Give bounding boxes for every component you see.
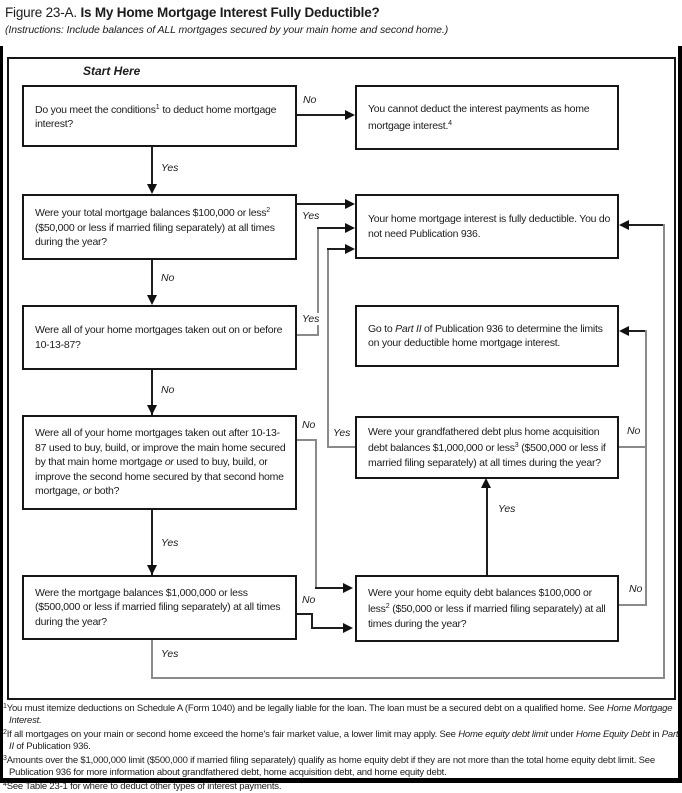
edge-label-grand-no: No	[627, 425, 641, 437]
node-cannot-deduct	[355, 85, 619, 150]
edge-label-q5-yes: Yes	[161, 648, 179, 660]
flowchart	[7, 57, 676, 700]
node-text: Do you meet the conditions$^1$ to deduct home mortgage interest?	[35, 103, 277, 130]
node-text: Were all of your home mortgages taken out on or before 10-13-87?	[35, 324, 283, 351]
node-text: Were your home equity debt balances $100,000 or less$^2$ ($50,000 or less if married filing separately) at all times during the year?	[368, 586, 606, 630]
edge-label-q4-yes: Yes	[161, 537, 179, 549]
edge-q3-yes-line	[317, 227, 345, 229]
edge-label-q2-no: No	[161, 272, 175, 284]
scan-edge-right	[678, 46, 682, 783]
edge-q5-yes-line	[151, 677, 665, 679]
footnote-text: You must itemize deductions on Schedule A (Form 1040) and be legally liable for the loan. The loan must be a secured debt on a qualified home. See Home Mortgage Interest.	[6, 703, 673, 726]
node-text: Were your total mortgage balances $100,000 or less$^2$ ($50,000 or less if married filing separately) at all times during the year?	[35, 207, 275, 249]
edge-label-q3-no: No	[161, 384, 175, 396]
node-text: You cannot deduct the interest payments as home mortgage interest.$^4$	[368, 103, 590, 132]
edge-equity-yes-arrow-icon	[481, 478, 491, 488]
edge-label-q1-no: No	[303, 94, 317, 106]
edge-q4-no-line	[315, 587, 345, 589]
edge-no-merge-line	[629, 330, 645, 332]
edge-q3-no-arrow-icon	[147, 405, 157, 415]
footnote-marker: 3	[3, 755, 7, 762]
edge-grand-yes-line	[327, 248, 345, 250]
footnote-marker: 1	[3, 703, 7, 710]
figure-instructions: (Instructions: Include balances of ALL mortgages secured by your main home and second home.)	[5, 24, 449, 36]
edge-q1-yes-line	[151, 147, 153, 187]
footnote-marker: 2	[3, 729, 7, 736]
edge-q5-yes-arrow-icon	[619, 220, 629, 230]
edge-q4-no-arrow-icon	[343, 583, 353, 593]
edge-label-q1-yes: Yes	[161, 162, 179, 174]
node-balance-100k-question	[22, 194, 297, 260]
edge-q4-no-line	[297, 439, 317, 441]
header	[5, 5, 665, 36]
edge-grand-yes-line	[327, 248, 329, 448]
start-here-label: Start Here	[83, 64, 141, 78]
edge-q2-no-arrow-icon	[147, 295, 157, 305]
edge-grand-no-line	[619, 446, 647, 448]
node-conditions-question	[22, 85, 297, 147]
edge-q5-no-line	[311, 627, 343, 629]
footnote-marker: 4	[3, 781, 7, 788]
edge-q2-yes-arrow-icon	[345, 199, 355, 209]
edge-no-merge-arrow-icon	[619, 326, 629, 336]
footnote-2	[3, 727, 679, 753]
footnote-text: See Table 23-1 for where to deduct other types of interest payments.	[6, 781, 282, 792]
node-text: Were the mortgage balances $1,000,000 or less ($500,000 or less if married filing separately) at all times during the year?	[35, 586, 281, 628]
footnote-3	[3, 753, 679, 779]
node-text: Your home mortgage interest is fully deductible. You do not need Publication 936.	[368, 213, 611, 240]
edge-q1-no-arrow-icon	[345, 110, 355, 120]
edge-equity-yes-line	[486, 487, 488, 575]
footnote-text: If all mortgages on your main or second home exceed the home's fair market value, a lower limit may apply. See Home equity debt limit under Home Equity Debt in Part II of Publication 936.	[6, 729, 679, 752]
footnote-1	[3, 701, 679, 727]
edge-q3-yes-line	[297, 334, 319, 336]
edge-q5-no-arrow-icon	[343, 623, 353, 633]
edge-label-q4-no: No	[302, 419, 316, 431]
node-fully-deductible	[355, 194, 619, 259]
footnotes	[3, 701, 679, 793]
footnote-text: Amounts over the $1,000,000 limit ($500,000 if married filing separately) qualify as home equity debt if they are not more than the total home equity debt limit. See Publication 936 for more information about grandfathered debt, home acquisition debt, and home equity debt.	[6, 755, 655, 778]
edge-grand-yes-arrow-icon	[345, 244, 355, 254]
edge-q1-no-line	[297, 114, 347, 116]
edge-q4-yes-arrow-icon	[147, 565, 157, 575]
edge-q5-yes-line	[663, 224, 665, 679]
edge-q5-yes-line	[629, 224, 663, 226]
node-text: Were all of your home mortgages taken out after 10-13-87 used to buy, build, or improve the main home secured by that main home mortgage or used to buy, build, or improve the second home secured by that second home mortgage, or both?	[35, 427, 286, 498]
edge-q1-yes-arrow-icon	[147, 184, 157, 194]
edge-q3-yes-arrow-icon	[345, 223, 355, 233]
footnote-4	[3, 779, 679, 793]
figure-label: Figure 23-A.	[5, 5, 77, 20]
node-before-101387-question	[22, 305, 297, 370]
edge-label-equity-yes: Yes	[498, 503, 516, 515]
node-text: Were your grandfathered debt plus home acquisition debt balances $1,000,000 or less$^3$ ($500,000 or less if married filing separately) at all times during the year?	[368, 425, 606, 469]
edge-label-grand-yes: Yes	[333, 427, 351, 439]
figure-title	[5, 5, 665, 20]
edge-q4-no-line	[315, 439, 317, 589]
edge-label-equity-no: No	[629, 583, 643, 595]
edge-label-q5-no: No	[302, 594, 316, 606]
edge-equity-no-line	[619, 604, 647, 606]
edge-no-merge-line	[645, 330, 647, 606]
edge-q2-no-line	[151, 260, 153, 297]
figure-title-text: Is My Home Mortgage Interest Fully Deductible?	[80, 5, 380, 20]
edge-label-q3-yes: Yes	[302, 313, 320, 325]
scan-edge-left	[0, 46, 3, 783]
edge-label-q2-yes: Yes	[302, 210, 320, 222]
node-balance-1m-question	[22, 575, 297, 640]
edge-q5-yes-line	[151, 640, 153, 679]
edge-q2-yes-line	[297, 203, 345, 205]
node-grandfathered-debt-question	[355, 416, 619, 479]
node-go-to-part2	[355, 305, 619, 367]
node-text: Go to Part II of Publication 936 to determine the limits on your deductible home mortgage interest.	[368, 322, 603, 349]
node-home-equity-question	[355, 575, 619, 642]
node-after-101387-use-question	[22, 415, 297, 510]
edge-grand-yes-line	[327, 446, 355, 448]
